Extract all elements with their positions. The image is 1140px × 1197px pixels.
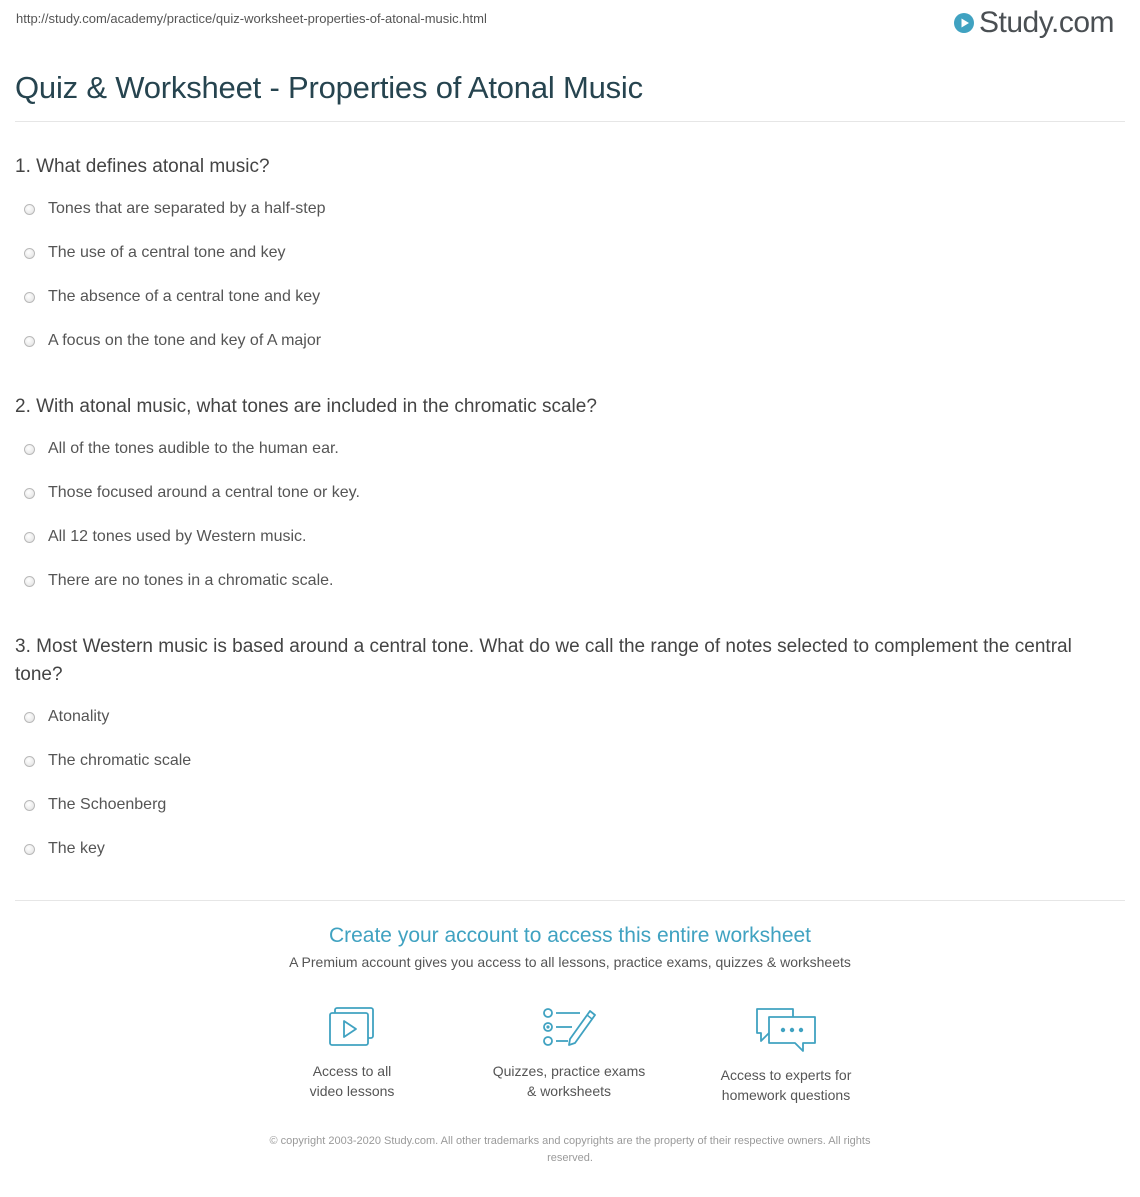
create-account-link[interactable]: Create your account to access this entire worksheet (328, 924, 812, 947)
feature-label: Access to experts for (720, 1067, 852, 1083)
radio-button[interactable] (24, 292, 35, 303)
question-2: 2. With atonal music, what tones are included in the chromatic scale? (15, 396, 597, 417)
answer-option[interactable] (24, 332, 321, 350)
answer-label: All 12 tones used by Western music. (48, 528, 307, 545)
radio-button[interactable] (24, 844, 35, 855)
title-divider (15, 121, 1125, 122)
answer-option[interactable] (24, 840, 105, 858)
radio-button[interactable] (24, 576, 35, 587)
copyright-text (215, 1133, 925, 1167)
feature-label: Access to all (312, 1063, 392, 1079)
answer-option[interactable] (24, 288, 320, 306)
answer-label: All of the tones audible to the human ear. (48, 440, 339, 457)
answer-option[interactable] (24, 796, 166, 814)
answer-option[interactable] (24, 200, 326, 218)
answer-label: The use of a central tone and key (48, 244, 286, 261)
answer-option[interactable] (24, 484, 360, 502)
radio-button[interactable] (24, 204, 35, 215)
question-1: 1. What defines atonal music? (15, 156, 270, 177)
radio-button[interactable] (24, 248, 35, 259)
feature-video-lessons (252, 1005, 452, 1101)
section-divider (15, 900, 1125, 901)
feature-label: video lessons (309, 1083, 395, 1099)
answer-label: A focus on the tone and key of A major (48, 332, 322, 349)
radio-button[interactable] (24, 488, 35, 499)
answer-label: There are no tones in a chromatic scale. (48, 572, 334, 589)
answer-label: Atonality (48, 708, 110, 725)
answer-option[interactable] (24, 244, 285, 262)
feature-label: Quizzes, practice exams (492, 1063, 646, 1079)
copyright-line: © copyright 2003-2020 Study.com. All other trademarks and copyrights are the property of their respective owners. All rights (269, 1135, 871, 1147)
study-logo[interactable] (953, 6, 1114, 40)
radio-button[interactable] (24, 336, 35, 347)
answer-option[interactable] (24, 572, 333, 590)
answer-option[interactable] (24, 528, 307, 546)
answer-option[interactable] (24, 440, 339, 458)
video-lessons-icon (326, 1005, 378, 1051)
play-logo-icon (953, 12, 975, 34)
chat-bubbles-icon (753, 1005, 819, 1055)
answer-label: The Schoenberg (48, 796, 167, 813)
answer-label: Tones that are separated by a half-step (48, 200, 326, 217)
radio-button[interactable] (24, 532, 35, 543)
radio-button[interactable] (24, 444, 35, 455)
question-3: 3. Most Western music is based around a central tone. What do we call the range of notes selected to complement the central tone? (15, 636, 1072, 685)
feature-experts (686, 1005, 886, 1105)
answer-option[interactable] (24, 708, 109, 726)
feature-label: homework questions (721, 1087, 851, 1103)
radio-button[interactable] (24, 800, 35, 811)
cta-subtitle: A Premium account gives you access to all lessons, practice exams, quizzes & worksheets (289, 954, 851, 970)
answer-label: The chromatic scale (48, 752, 192, 769)
radio-button[interactable] (24, 756, 35, 767)
page-title: Quiz & Worksheet - Properties of Atonal Music (15, 70, 643, 105)
quiz-checklist-icon (540, 1005, 598, 1051)
answer-label: The absence of a central tone and key (48, 288, 321, 305)
answer-label: The key (48, 840, 105, 857)
radio-button[interactable] (24, 712, 35, 723)
feature-label: & worksheets (526, 1083, 612, 1099)
answer-option[interactable] (24, 752, 191, 770)
feature-quizzes (469, 1005, 669, 1101)
url-text: http://study.com/academy/practice/quiz-worksheet-properties-of-atonal-music.html (16, 11, 487, 26)
copyright-line: reserved. (547, 1152, 593, 1164)
answer-label: Those focused around a central tone or key. (48, 484, 360, 501)
logo-text: Study.com (979, 6, 1114, 39)
